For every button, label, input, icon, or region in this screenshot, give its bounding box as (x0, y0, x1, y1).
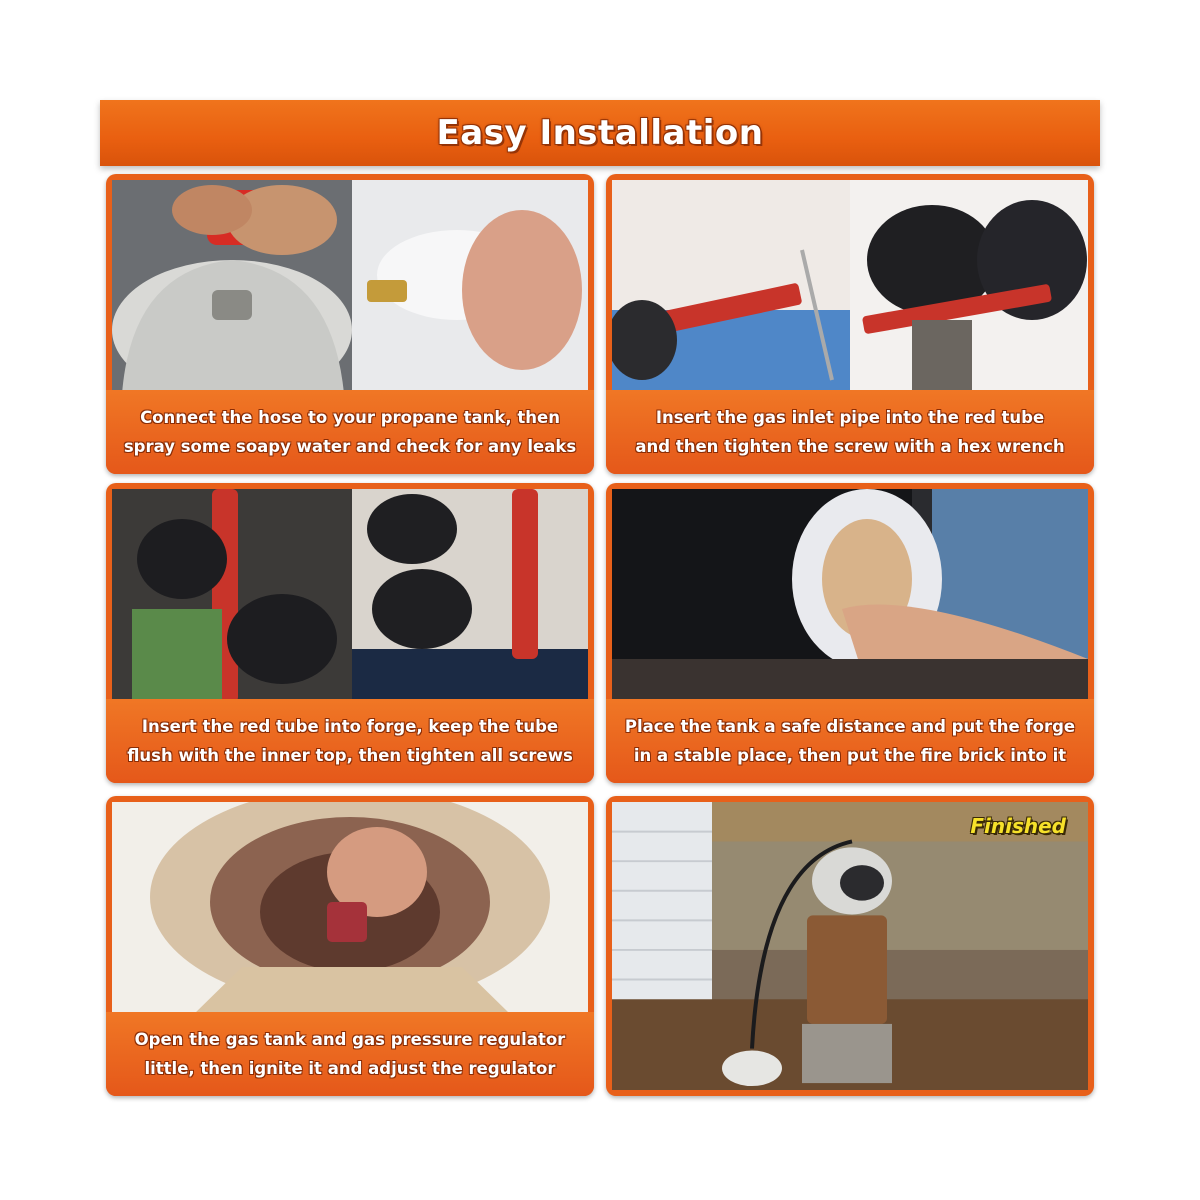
step-3-photo (112, 489, 588, 703)
step-5-caption (106, 1012, 594, 1096)
step-1-photo (112, 180, 588, 394)
step-1-caption (106, 390, 594, 474)
finished-photo (612, 802, 1088, 1090)
step-2-caption (606, 390, 1094, 474)
step-2-photo (612, 180, 1088, 394)
step-4-line-1: Place the tank a safe distance and put the forge (624, 717, 1076, 736)
step-card-5 (106, 796, 594, 1096)
step-5-line-1: Open the gas tank and gas pressure regulator (134, 1030, 566, 1049)
step-card-4 (606, 483, 1094, 783)
step-card-3 (106, 483, 594, 783)
step-3-line-1: Insert the red tube into forge, keep the tube (141, 717, 559, 736)
step-5-photo (112, 802, 588, 1016)
step-card-1 (106, 174, 594, 474)
step-1-line-2: spray some soapy water and check for any leaks (123, 437, 577, 456)
step-2-line-2: and then tighten the screw with a hex wrench (635, 437, 1065, 456)
header-banner (100, 100, 1100, 166)
step-4-caption (606, 699, 1094, 783)
step-3-line-2: flush with the inner top, then tighten all screws (127, 746, 573, 765)
step-4-photo (612, 489, 1088, 703)
step-2-line-1: Insert the gas inlet pipe into the red tube (655, 408, 1045, 427)
step-4-line-2: in a stable place, then put the fire brick into it (633, 746, 1067, 765)
page-title: Easy Installation (436, 113, 764, 153)
step-3-caption (106, 699, 594, 783)
step-card-2 (606, 174, 1094, 474)
step-5-line-2: little, then ignite it and adjust the regulator (144, 1059, 556, 1078)
step-1-line-1: Connect the hose to your propane tank, then (140, 408, 560, 427)
finished-badge: Finished (970, 814, 1066, 838)
finished-card (606, 796, 1094, 1096)
